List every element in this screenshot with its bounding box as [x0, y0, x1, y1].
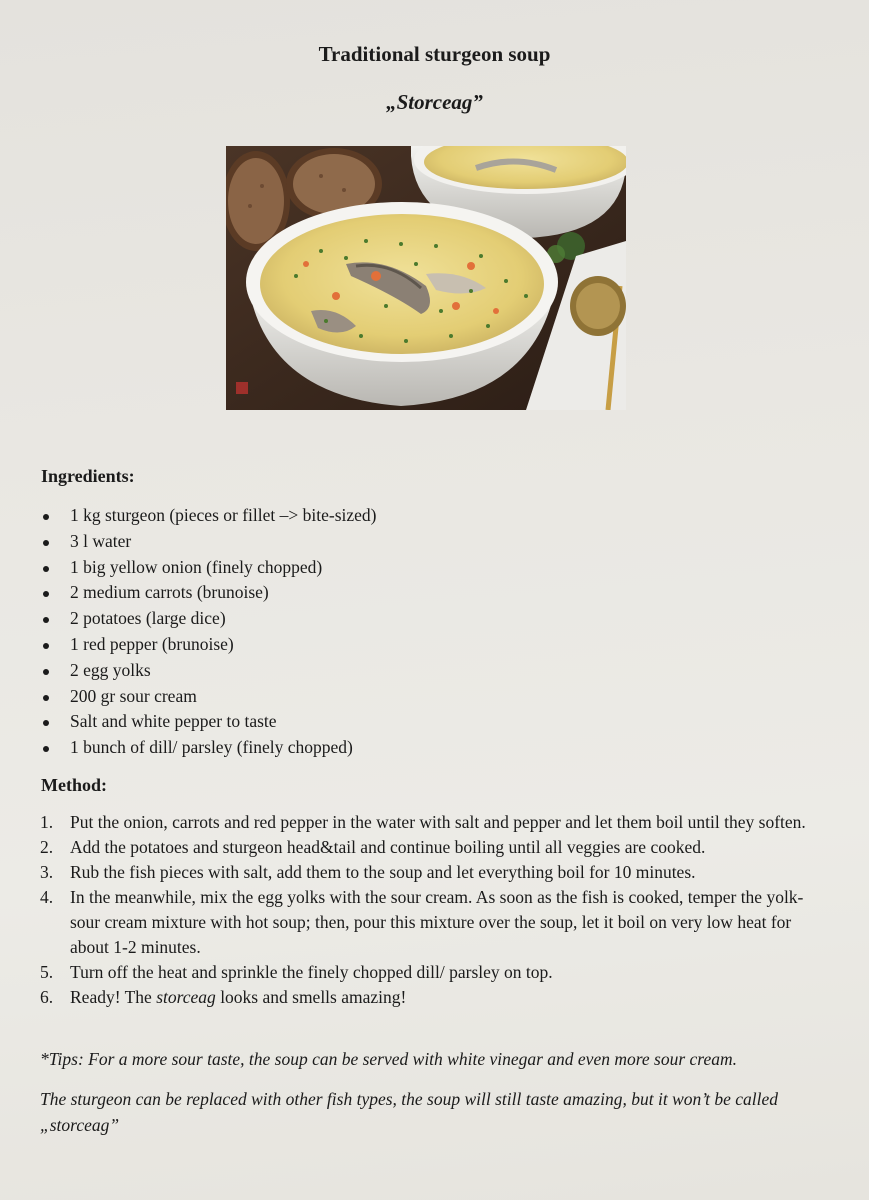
tips-text: *Tips: For a more sour taste, the soup can be served with white vinegar and even more sour cream. [40, 1049, 737, 1069]
list-item: Salt and white pepper to taste [40, 709, 376, 735]
ingredients-heading: Ingredients: [41, 466, 135, 486]
ingredients-list [40, 503, 376, 761]
method-list [40, 810, 830, 1010]
list-item: 1 red pepper (brunoise) [40, 632, 376, 658]
step-text: Rub the fish pieces with salt, add them to the soup and let everything boil for 10 minutes. [70, 862, 696, 882]
method-step [40, 810, 830, 835]
recipe-subtitle: „Storceag” [386, 90, 483, 114]
step-text: Put the onion, carrots and red pepper in the water with salt and pepper and let them boil until they soften. [70, 812, 806, 832]
method-heading: Method: [41, 775, 107, 795]
step-text-start: Ready! The [70, 987, 157, 1007]
soup-photo [226, 146, 626, 410]
step-number: 3. [40, 862, 54, 882]
step-text-italic: storceag [156, 987, 216, 1007]
recipe-title: Traditional sturgeon soup [318, 42, 551, 66]
step-number: 2. [40, 837, 54, 857]
list-item: 3 l water [40, 529, 376, 555]
method-step [40, 885, 830, 960]
method-step [40, 985, 830, 1010]
step-number: 5. [40, 962, 54, 982]
method-step [40, 835, 830, 860]
step-number: 4. [40, 887, 54, 907]
list-item: 1 bunch of dill/ parsley (finely chopped) [40, 735, 376, 761]
step-number: 1. [40, 812, 54, 832]
list-item: 1 big yellow onion (finely chopped) [40, 555, 376, 581]
list-item: 2 egg yolks [40, 658, 376, 684]
list-item: 2 potatoes (large dice) [40, 606, 376, 632]
step-text: Turn off the heat and sprinkle the finely chopped dill/ parsley on top. [70, 962, 553, 982]
step-text: In the meanwhile, mix the egg yolks with the sour cream. As soon as the fish is cooked, temper the yolk-sour cream mixture with hot soup; then, pour this mixture over the soup, let it boil on very low heat for about 1-2 minutes. [70, 887, 804, 957]
method-step [40, 860, 830, 885]
list-item: 1 kg sturgeon (pieces or fillet –> bite-sized) [40, 503, 376, 529]
list-item: 200 gr sour cream [40, 684, 376, 710]
step-number: 6. [40, 987, 54, 1007]
step-text: Add the potatoes and sturgeon head&tail and continue boiling until all veggies are cooked. [70, 837, 706, 857]
method-step [40, 960, 830, 985]
list-item: 2 medium carrots (brunoise) [40, 580, 376, 606]
soup-photo-illustration [226, 146, 626, 410]
note-text: The sturgeon can be replaced with other fish types, the soup will still taste amazing, but it won’t be called „storceag” [40, 1089, 779, 1135]
step-text-end: looks and smells amazing! [215, 987, 407, 1007]
